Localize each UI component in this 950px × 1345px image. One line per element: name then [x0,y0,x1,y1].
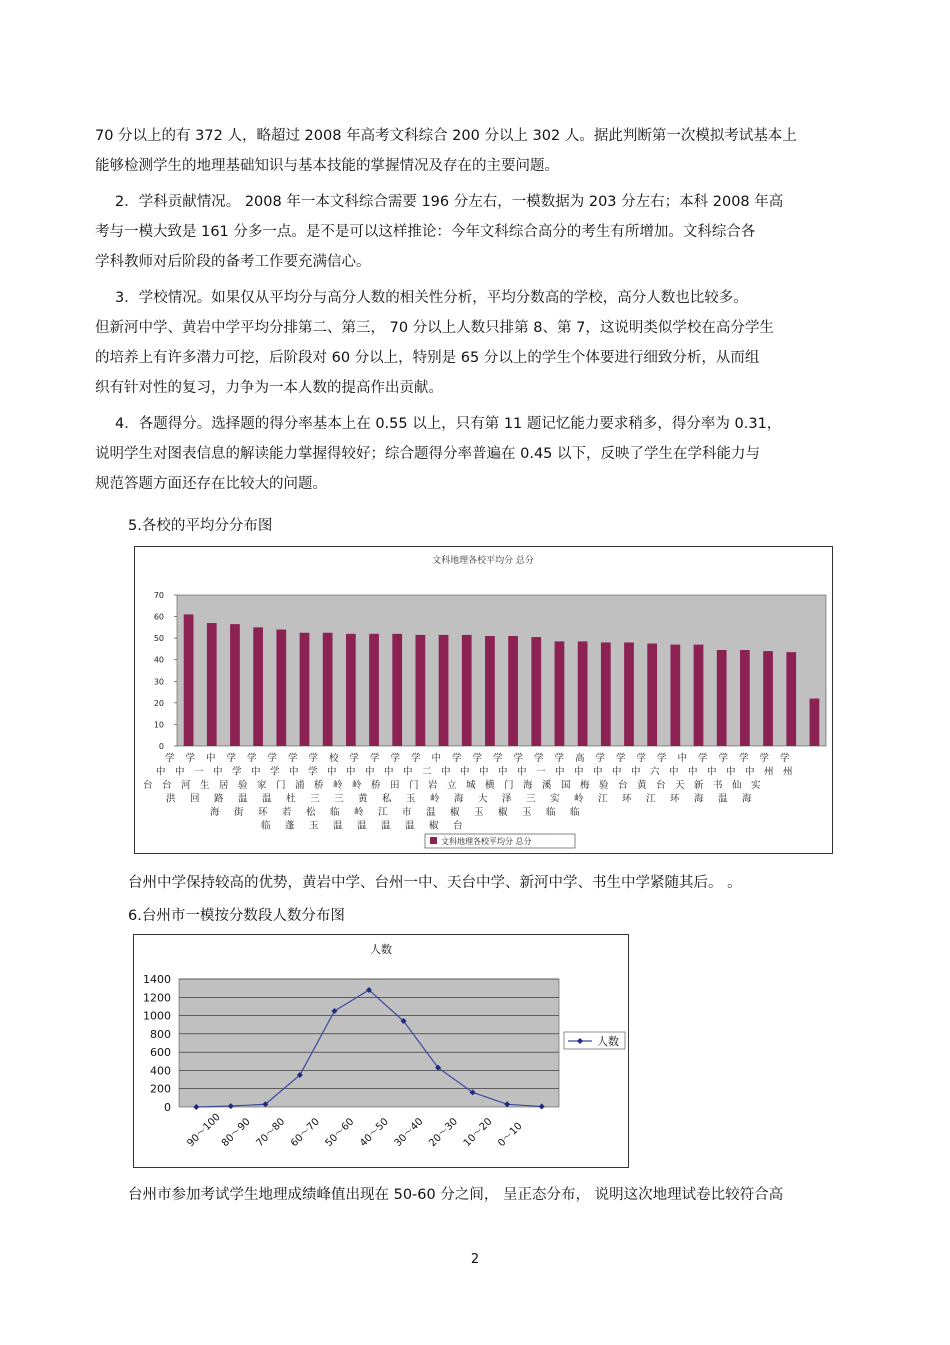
x-tick-label: 50～60 [323,1116,357,1150]
category-label-char: 中 [384,766,394,778]
category-label-char: 学 [267,753,278,764]
category-label-char: 实 [751,780,761,791]
category-label-char: 中 [555,766,565,778]
category-label-char: 学 [349,753,360,764]
category-label-char: 学 [165,753,175,764]
category-label-char: 蓬 [285,820,295,832]
x-tick-label: 40～50 [358,1116,391,1150]
category-label-char: 江 [646,793,656,805]
category-label-char: 中 [175,766,185,778]
category-label-char: 椒 [429,820,439,832]
paragraph-line: 说明学生对图表信息的解读能力掌握得较好；综合题得分率普遍在 0.45 以下，反映了学生在学科能力与 [95,446,760,462]
category-label-char: 中 [251,766,261,778]
category-label-char: 校 [329,753,339,764]
category-label-char: 学 [185,753,196,764]
category-label-char: 杜 [286,793,296,805]
y-tick-label: 10 [153,720,164,730]
category-label-char: 街 [234,807,244,818]
category-label-char: 学 [411,753,421,764]
category-label-char: 学 [718,753,729,764]
category-label-char: 温 [405,820,415,832]
category-label-char: 学 [534,753,544,764]
category-label-char: 中 [574,766,584,778]
category-label-char: 州 [783,766,793,778]
paragraph-line: 2．学科贡献情况。 2008 年一本文科综合需要 196 分左右，一模数据为 203 分左右；本科 2008 年高 [115,194,784,210]
y-tick-label: 30 [153,677,164,687]
category-label-char: 玉 [309,820,319,832]
bar [253,627,263,746]
bar [555,641,565,746]
x-tick-label: 90～100 [185,1111,223,1150]
bar [300,633,310,746]
category-label-char: 门 [504,780,514,791]
category-label-char: 中 [327,766,337,778]
x-tick-label: 80～90 [219,1116,253,1150]
bar [717,650,727,746]
category-label-char: 学 [308,753,319,764]
category-label-char: 中 [517,766,527,778]
category-label-char: 海 [210,807,220,818]
y-tick-label: 40 [153,655,164,665]
category-label-char: 中 [677,753,688,764]
bar [462,635,472,746]
x-tick-label: 20～30 [427,1116,461,1150]
category-label-char: 学 [288,753,298,764]
category-label-char: 黄 [637,780,647,791]
category-label-char: 台 [618,780,628,791]
category-label-char: 生 [200,780,210,791]
category-label-char: 台 [143,780,153,791]
score-distribution-line-chart [133,934,629,1168]
category-label-char: 学 [554,753,565,764]
category-label-char: 环 [622,793,632,805]
category-label-char: 溪 [542,780,552,791]
category-label-char: 学 [472,753,483,764]
category-label-char: 中 [612,766,622,778]
y-tick-label: 0 [158,742,164,751]
bar-chart-svg [135,547,832,853]
school-average-bar-chart [134,546,833,854]
category-label-char: 仙 [732,780,742,791]
chart-title: 人数 [370,943,392,956]
category-label-char: 临 [261,820,271,832]
bar [786,652,796,746]
category-label-char: 岭 [333,780,343,791]
category-label-char: 中 [669,766,679,778]
category-label-char: 江 [598,793,608,805]
bar [323,633,333,746]
category-label-char: 台 [656,780,666,791]
y-tick-label: 1000 [143,1009,171,1023]
bar [578,641,588,746]
category-label-char: 城 [466,780,476,791]
category-label-char: 横 [485,780,495,791]
category-label-char: 岭 [430,793,440,805]
category-label-char: 新 [694,780,704,791]
category-label-char: 学 [226,753,237,764]
category-label-char: 中 [431,753,442,764]
category-label-char: 梅 [580,780,590,791]
category-label-char: 泽 [502,793,512,805]
category-label-char: 海 [694,793,704,805]
category-label-char: 家 [257,780,267,791]
bar [740,650,750,746]
paragraph-line: 但新河中学、黄岩中学平均分排第二、第三， 70 分以上人数只排第 8、第 7，这说明类似学校在高分学生 [95,320,774,336]
bar [416,635,426,746]
category-label-char: 温 [333,820,343,832]
category-label-char: 岭 [574,793,584,805]
category-label-char: 学 [636,753,647,764]
category-label-char: 一 [536,766,546,778]
category-label-char: 学 [739,753,749,764]
category-label-char: 验 [599,780,609,791]
category-label-char: 学 [759,753,770,764]
category-label-char: 江 [378,807,388,818]
category-label-char: 二 [422,766,432,778]
bar [670,645,680,746]
category-label-char: 门 [276,780,286,791]
bar [508,636,518,746]
category-label-char: 三 [310,793,320,805]
category-label-char: 三 [334,793,344,805]
y-tick-label: 1200 [143,991,171,1005]
category-label-char: 天 [675,780,685,791]
category-label-char: 验 [238,780,248,791]
category-label-char: 中 [593,766,603,778]
category-label-char: 中 [213,766,223,778]
category-label-char: 中 [206,753,216,764]
category-label-char: 六 [650,766,660,778]
category-label-char: 三 [526,793,536,805]
bar [184,614,194,746]
legend-label: 文科地理各校平均分 总分 [441,837,532,846]
paragraph-line: 考与一模大致是 161 分多一点。是不是可以这样推论：今年文科综合高分的考生有所增加。文科综合各 [95,224,756,240]
category-label-char: 门 [409,780,419,791]
category-label-char: 岩 [428,780,438,791]
y-tick-label: 600 [150,1046,171,1060]
category-label-char: 洪 [166,793,176,805]
category-label-char: 实 [550,793,560,805]
category-label-char: 学 [616,753,626,764]
category-label-char: 学 [657,753,667,764]
category-label-char: 椒 [498,807,508,818]
category-label-char: 海 [742,793,752,805]
x-tick-label: 60～70 [288,1116,322,1150]
category-label-char: 学 [513,753,524,764]
category-label-char: 州 [764,766,774,778]
y-tick-label: 1400 [143,973,171,986]
category-label-char: 书 [713,780,723,791]
category-label-char: 学 [247,753,257,764]
category-label-char: 温 [718,793,728,805]
category-label-char: 学 [308,766,318,778]
category-label-char: 河 [181,780,191,791]
category-label-char: 学 [595,753,606,764]
category-label-char: 学 [452,753,462,764]
category-label-char: 大 [478,793,488,805]
category-label-char: 中 [726,766,736,778]
category-label-char: 浦 [295,780,305,791]
paragraph-line: 织有针对性的复习，力争为一本人数的提高作出贡献。 [95,380,443,396]
line-chart-svg [134,935,628,1167]
bar [392,634,402,746]
bar [601,642,611,746]
section-heading-school-averages: 5.各校的平均分分布图 [128,518,273,534]
category-label-char: 温 [426,807,436,818]
category-label-char: 立 [447,780,457,791]
paragraph-line: 能够检测学生的地理基础知识与基本技能的掌握情况及存在的主要问题。 [95,158,559,174]
y-tick-label: 800 [150,1027,171,1041]
category-label-char: 环 [670,793,680,805]
category-label-char: 学 [232,766,242,778]
category-label-char: 一 [194,766,204,778]
bar [369,634,379,746]
category-label-char: 岭 [352,780,362,791]
category-label-char: 松 [306,807,316,818]
category-label-char: 台 [162,780,172,791]
category-label-char: 居 [219,780,229,791]
bar [647,644,657,746]
category-label-char: 中 [365,766,375,778]
y-tick-label: 70 [153,591,164,600]
bar [439,635,449,746]
paragraph-line: 70 分以上的有 372 人，略超过 2008 年高考文科综合 200 分以上 302 人。据此判断第一次模拟考试基本上 [95,128,797,144]
plot-area [179,979,559,1107]
category-label-char: 国 [561,780,571,791]
x-tick-label: 0～10 [496,1120,525,1150]
category-label-char: 市 [402,807,412,818]
category-label-char: 学 [270,766,280,778]
y-tick-label: 20 [153,698,164,708]
category-label-char: 学 [780,753,790,764]
paragraph-line: 4．各题得分。选择题的得分率基本上在 0.55 以上，只有第 11 题记忆能力要求稍多，得分率为 0.31， [115,416,782,432]
bar [531,637,541,746]
bar [810,699,820,746]
category-label-char: 中 [631,766,641,778]
category-label-char: 温 [357,820,367,832]
bar [485,636,495,746]
category-label-char: 中 [289,766,299,778]
legend-label: 人数 [597,1035,619,1048]
legend-swatch [430,837,437,844]
paragraph-line: 3．学校情况。如果仅从平均分与高分人数的相关性分析，平均分数高的学校，高分人数也比较多。 [115,290,748,306]
category-label-char: 中 [460,766,470,778]
category-label-char: 玉 [522,807,532,818]
category-label-char: 温 [238,793,248,805]
category-label-char: 临 [330,807,340,818]
category-label-char: 玉 [406,793,416,805]
category-label-char: 台 [453,820,463,832]
category-label-char: 回 [190,793,200,805]
category-label-char: 中 [688,766,698,778]
category-label-char: 海 [454,793,464,805]
category-label-char: 临 [570,807,580,818]
category-label-char: 温 [262,793,272,805]
category-label-char: 玉 [474,807,484,818]
category-label-char: 路 [214,793,224,805]
category-label-char: 中 [498,766,508,778]
bar [230,624,240,746]
category-label-char: 海 [523,780,533,791]
category-label-char: 中 [707,766,717,778]
category-label-char: 学 [390,753,401,764]
paragraph-line: 学科教师对后阶段的备考工作要充满信心。 [95,254,371,270]
x-tick-label: 10～20 [461,1116,495,1150]
category-label-char: 黄 [358,793,368,805]
category-label-char: 若 [282,807,292,818]
caption-school-averages: 台州中学保持较高的优势，黄岩中学、台州一中、天台中学、新河中学、书生中学紧随其后。 。 [128,875,742,891]
chart-title: 文科地理各校平均分 总分 [432,556,534,566]
category-label-char: 椒 [450,807,460,818]
category-label-char: 桥 [314,780,324,791]
section-heading-score-distribution: 6.台州市一模按分数段人数分布图 [128,908,345,924]
caption-score-distribution: 台州市参加考试学生地理成绩峰值出现在 50-60 分之间， 呈正态分布， 说明这次地理试卷比较符合高 [128,1187,784,1203]
x-tick-label: 70～80 [254,1116,288,1150]
category-label-char: 中 [346,766,356,778]
category-label-char: 桥 [371,780,381,791]
category-label-char: 临 [546,807,556,818]
category-label-char: 高 [575,753,585,764]
category-label-char: 岭 [354,807,364,818]
category-label-char: 学 [370,753,380,764]
category-label-char: 学 [698,753,708,764]
paragraph-line: 的培养上有许多潜力可挖，后阶段对 60 分以上，特别是 65 分以上的学生个体要进行细致分析，从而组 [95,350,760,366]
category-label-char: 环 [258,807,268,818]
category-label-char: 中 [479,766,489,778]
y-tick-label: 60 [153,612,164,622]
category-label-char: 学 [493,753,503,764]
bar [346,634,356,746]
category-label-char: 中 [745,766,755,778]
bar [276,630,286,746]
bar [763,651,773,746]
category-label-char: 田 [390,780,400,791]
x-tick-label: 30～40 [392,1116,426,1150]
paragraph-line: 规范答题方面还存在比较大的问题。 [95,476,327,492]
y-tick-label: 50 [153,634,164,644]
page-number: 2 [470,1252,480,1267]
bar [694,645,704,746]
category-label-char: 中 [156,766,166,778]
bar [207,623,217,746]
y-tick-label: 400 [150,1064,171,1078]
category-label-char: 中 [403,766,413,778]
category-label-char: 中 [441,766,451,778]
y-tick-label: 200 [150,1082,171,1096]
category-label-char: 温 [381,820,391,832]
category-label-char: 私 [382,793,392,805]
y-tick-label: 0 [164,1101,171,1114]
bar [624,642,634,746]
plot-area [177,595,826,746]
